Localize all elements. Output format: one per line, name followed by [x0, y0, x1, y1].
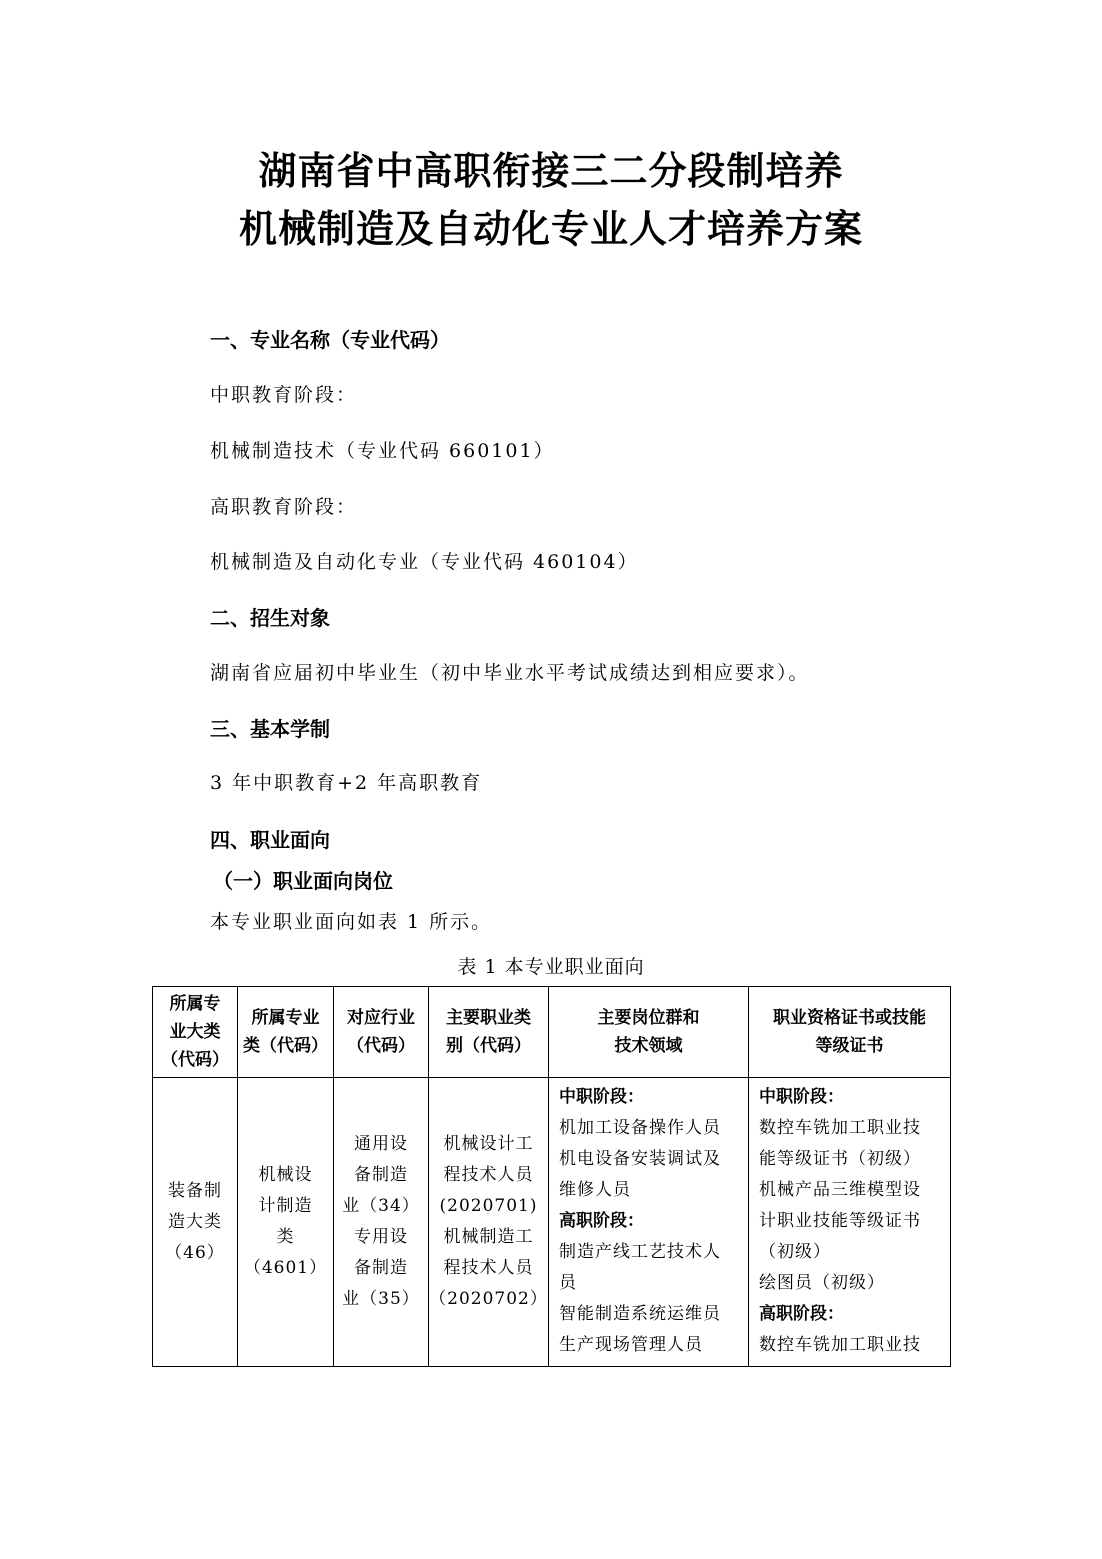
- cell-text: 机械设: [258, 1165, 313, 1185]
- cell-text: 维修人员: [559, 1180, 631, 1200]
- cell-text: 程技术人员: [443, 1165, 534, 1185]
- document-title-line-2: 机械制造及自动化专业人才培养方案: [238, 207, 863, 251]
- header-text: （代码）: [347, 1036, 415, 1056]
- cell-text: 智能制造系统运维员: [559, 1304, 721, 1324]
- cell-text: 程技术人员: [443, 1258, 534, 1278]
- header-text: 职业资格证书或技能: [773, 1008, 926, 1028]
- section-heading-major-name: 一、专业名称（专业代码）: [210, 328, 450, 352]
- header-text: 主要岗位群和: [597, 1008, 700, 1028]
- stage-label-secondary: 中职阶段：: [759, 1087, 844, 1107]
- header-major-class: [238, 987, 334, 1078]
- cell-text: 通用设: [354, 1134, 408, 1154]
- cell-positions: [549, 1078, 749, 1367]
- header-text: 主要职业类: [446, 1008, 531, 1028]
- career-intro-text: 本专业职业面向如表 1 所示。: [210, 911, 493, 933]
- cell-text: 业（35）: [342, 1289, 420, 1309]
- header-industry: [334, 987, 429, 1078]
- cell-text: （4601）: [243, 1258, 328, 1278]
- document-title-line-1: 湖南省中高职衔接三二分段制培养: [258, 149, 844, 193]
- header-text: （代码）: [161, 1050, 229, 1070]
- cell-text: 数控车铣加工职业技: [759, 1118, 921, 1138]
- stage-label-secondary: 中职阶段：: [559, 1087, 644, 1107]
- cell-text: （46）: [165, 1242, 225, 1263]
- career-orientation-table: [152, 986, 951, 1367]
- section-heading-enrollment: 二、招生对象: [210, 606, 330, 630]
- cell-text: 机电设备安装调试及: [559, 1149, 721, 1169]
- cell-text: 备制造: [354, 1258, 408, 1278]
- stage-label-higher: 高职阶段：: [559, 1211, 644, 1231]
- header-major-category: [153, 987, 238, 1078]
- stage-label-higher: 高职阶段：: [759, 1304, 844, 1324]
- header-text: 对应行业: [347, 1008, 415, 1028]
- header-text: 业大类: [169, 1022, 221, 1042]
- higher-stage-major: 机械制造及自动化专业（专业代码 460104）: [210, 551, 639, 573]
- cell-industry: [334, 1078, 429, 1367]
- cell-text: 备制造: [354, 1165, 408, 1185]
- cell-text: 专用设: [354, 1227, 408, 1247]
- cell-text: 计制造: [258, 1196, 313, 1216]
- cell-text: 生产现场管理人员: [559, 1335, 703, 1355]
- header-positions: [549, 987, 749, 1078]
- cell-text: 机械制造工: [443, 1227, 534, 1247]
- cell-text: 制造产线工艺技术人: [559, 1242, 721, 1262]
- header-text: 等级证书: [815, 1036, 884, 1056]
- header-text: 别（代码）: [446, 1036, 531, 1056]
- cell-text: 造大类: [168, 1211, 222, 1232]
- table-caption: 表 1 本专业职业面向: [457, 956, 645, 978]
- cell-text: （初级）: [759, 1242, 831, 1262]
- cell-text: 机械产品三维模型设: [759, 1180, 921, 1200]
- enrollment-text: 湖南省应届初中毕业生（初中毕业水平考试成绩达到相应要求）。: [210, 662, 810, 684]
- header-text: 类（代码）: [243, 1036, 328, 1056]
- section-heading-career: 四、职业面向: [210, 828, 330, 852]
- secondary-stage-label: 中职教育阶段：: [210, 384, 358, 406]
- duration-text: 3 年中职教育+2 年高职教育: [210, 772, 483, 794]
- cell-text: 业（34）: [342, 1196, 420, 1216]
- cell-major-category: [153, 1078, 238, 1367]
- cell-text: 数控车铣加工职业技: [759, 1335, 921, 1355]
- cell-text: 绘图员（初级）: [759, 1273, 885, 1293]
- cell-text: (2020701): [439, 1196, 538, 1216]
- cell-text: （2020702）: [429, 1289, 548, 1309]
- header-occupation: [429, 987, 549, 1078]
- cell-text: 类: [276, 1227, 295, 1247]
- header-certificates: [749, 987, 951, 1078]
- cell-major-class: [238, 1078, 334, 1367]
- subsection-heading-career-positions: （一）职业面向岗位: [213, 869, 393, 893]
- cell-text: 计职业技能等级证书: [759, 1211, 921, 1231]
- section-heading-duration: 三、基本学制: [210, 717, 330, 741]
- header-text: 技术领域: [614, 1036, 683, 1056]
- cell-occupation: [429, 1078, 549, 1367]
- table-row: [153, 1078, 951, 1367]
- header-text: 所属专业: [251, 1008, 320, 1028]
- cell-text: 机加工设备操作人员: [559, 1118, 721, 1138]
- higher-stage-label: 高职教育阶段：: [210, 496, 358, 518]
- table-header-row: [153, 987, 951, 1078]
- header-text: 所属专: [169, 994, 221, 1014]
- cell-text: 装备制: [168, 1180, 222, 1201]
- cell-text: 员: [559, 1273, 577, 1293]
- cell-certificates: [749, 1078, 951, 1367]
- secondary-stage-major: 机械制造技术（专业代码 660101）: [210, 440, 555, 462]
- cell-text: 能等级证书（初级）: [759, 1149, 921, 1169]
- cell-text: 机械设计工: [443, 1134, 534, 1154]
